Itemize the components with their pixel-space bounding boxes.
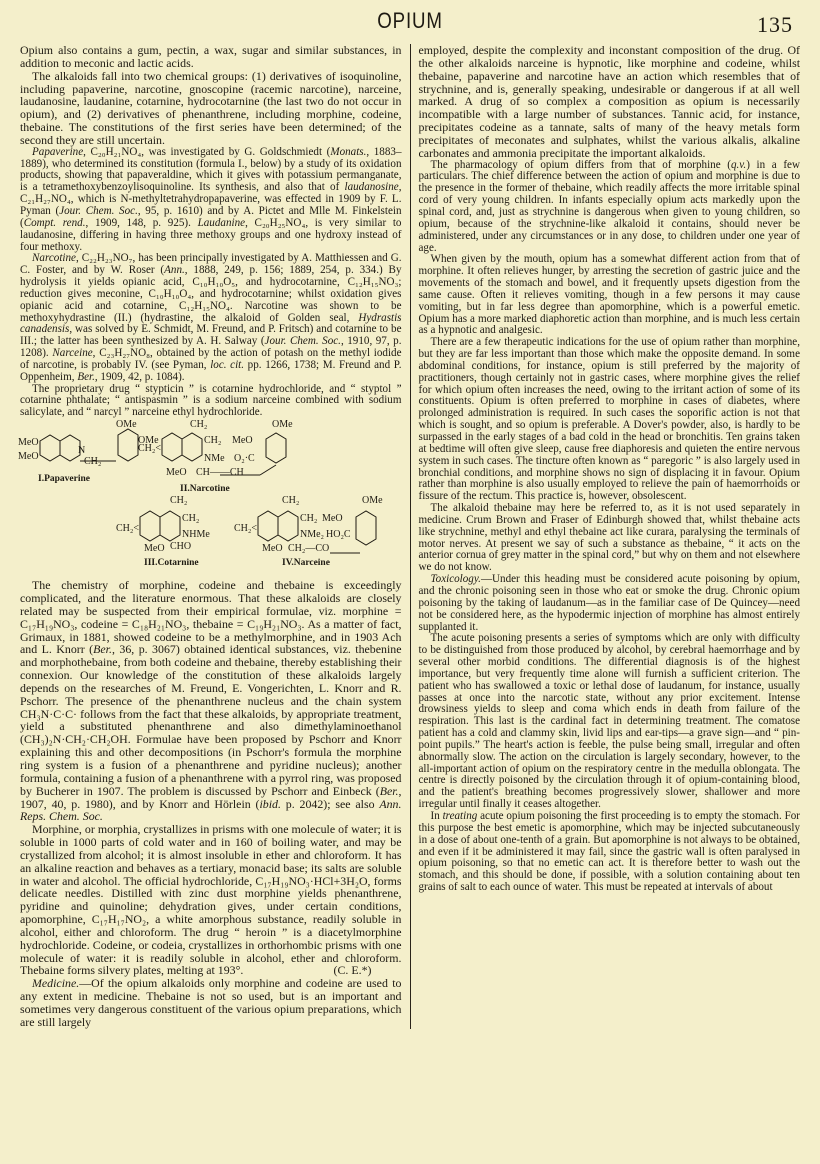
paragraph: employed, despite the complexity and inconstant composition of the drug. Of the other alkaloids narceine is hypnotic, like morphine and codeine, whilst thebaine, papaverine and narcotine have an action which resembles that of strychnine, and is, generally speaking, undesirable or dangerous if at all well marked. A drug of so complex a composition as opium is necessarily incompatible with a large number of substances. Tannic acid, for instance, precipitates codeine as a tannate, salts of many of the heavy metals form precipitates of meconates and sulphates, whilst the various alkalis, alkaline carbonates and ammonia precipitate the important alkaloids. xyxy=(418,43,800,160)
author-signature: (C. E.*) xyxy=(333,963,372,978)
two-column-body xyxy=(20,44,800,1029)
group-label: NMe₂ xyxy=(300,529,325,541)
paragraph-papaverine: Papaverine, C₂₀H₂₁NO₄, was investigated by G. Goldschmiedt (Monats., 1883–1889), who determined its constitution (formula I., below) by a study of its oxidation products, showing that papaveraldine, which it gives with potassium permanganate, is a tetramethoxybenzoylisoquinoline. Its synthesis, and also that of laudanosine, C₂₁H₂₇NO₄, which is N-methyltetrahydropapaverine, was effected in 1909 by F. L. Pyman (Jour. Chem. Soc., 95, p. 1610) and by A. Pictet and Mlle M. Finkelstein (Compt. rend., 1909, 148, p. 925). Laudanine, C₂₀H₂₅NO₄, is very similar to laudanosine, differing in having three methoxy groups and one hydroxy instead of four methoxy. xyxy=(20,145,402,253)
group-label: CH₂ xyxy=(170,495,188,507)
section-heading: Medicine. xyxy=(32,976,80,991)
paragraph-narcotine: Narcotine, C₂₂H₂₃NO₇, has been principally investigated by A. Matthiessen and G. C. Foster, and by W. Roser (Ann., 1888, 249, p. 156; 1889, 254, p. 334.) By hydrolysis it yields opianic acid, C₁₀H₁₀O₅, and hydrocotarnine, C₁₂H₁₅NO₃; reduction gives meconine, C₁₀H₁₀O₄, and hydrocotarnine; whilst oxidation gives opianic acid and cotarnine, C₁₂H₁₅NO₄. Narcotine was shown to be methoxyhydrastine (II.) (hydrastine, the alkaloid of Golden seal, Hydrastis canadensis, was solved by E. Schmidt, M. Freund, and P. Fritsch) and cotarnine to be III.; the latter has been synthesized by A. H. Salway (Jour. Chem. Soc., 1910, 97, p. 1208). Narceine, C₂₃H₂₇NO₈, obtained by the action of potash on the methyl iodide of narcotine, is probably IV. (see Pyman, loc. cit. pp. 1266, 1738; M. Freund and P. Oppenheim, Ber., 1909, 42, p. 1084). xyxy=(20,252,402,383)
term: Papaverine xyxy=(32,145,84,158)
group-label: CH₂—CO xyxy=(288,543,330,555)
structural-formulae-figure xyxy=(20,421,402,619)
running-head xyxy=(0,8,820,38)
molecule-label-narcotine: II.Narcotine xyxy=(180,484,230,495)
right-column xyxy=(410,44,801,1029)
group-label: OMe xyxy=(272,419,293,431)
paragraph-thebaine: The alkaloid thebaine may here be referred to, as it is not used separately in medicine. Crum Brown and Fraser of Edinburgh showed that, whilst thebaine acts like strychnine, methyl and ethyl thebaine act like curara, paralysing the terminals of motor nerves. At present we say of such a substance as thebaine, “ it acts on the anterior cornua of grey matter in the spinal cord,” but why on them and not elsewhere we do not know. xyxy=(418,502,800,574)
group-label: NHMe xyxy=(182,529,210,541)
group-label: CH₂ xyxy=(182,513,200,525)
paragraph-toxicology: Toxicology.—Under this heading must be considered acute poisoning by opium, and the chronic poisoning seen in those who eat or smoke the drug. Chronic opium poisoning by the taking of laudanum—as in the familiar case of De Quincey—need not be considered here, as the hypodermic injection of morphine has almost entirely supplanted it. xyxy=(418,573,800,633)
page-number: 135 xyxy=(757,12,793,37)
paragraph: There are a few therapeutic indications for the use of opium rather than morphine, but they are far less important than those which make the opposite demand. In some abdominal conditions, for instance, opium is still preferred by the majority of practitioners, though certainly not in gastric cases, where morphine gives the relief for which opium often increases the need, owing to the irritant action of some of its constituents. Opium is often preferred to morphine in cases of diabetes, where prolonged administration is required. In such cases the soporific action is not that which is sought, and so opium is preferable. A Dover's powder, also, is hardly to be surpassed in the early stages of a bad cold in the head or bronchitis. Ten grains taken at bedtime will often give sleep, cause free diaphoresis and quieten the entire nervous system in such cases. The tincture often known as “ paregoric ” is also largely used in bronchial conditions, and morphine shows no sign of displacing it in favour. Opium rather than morphine is also usually employed to relieve the pain of haemorrhoids or fissure of the rectum. This practice is, however, obsolescent. xyxy=(418,336,800,503)
group-label: CH₂ xyxy=(204,435,222,447)
term: Narcotine xyxy=(32,252,76,265)
group-label: OMe xyxy=(116,419,137,431)
group-label: N xyxy=(78,445,86,457)
group-label: OMe xyxy=(362,495,383,507)
group-label: NMe xyxy=(204,453,225,465)
group-label: CH₂< xyxy=(116,523,140,535)
section-heading: Toxicology. xyxy=(430,573,481,586)
group-label: MeO xyxy=(166,467,187,479)
group-label: MeO xyxy=(232,435,253,447)
group-label: CH₂ xyxy=(282,495,300,507)
paragraph-proprietary: The proprietary drug “ stypticin ” is cotarnine hydrochloride, and “ styptol ” cotarnine phthalate; “ antispasmin ” is a sodium narceine combined with sodium salicylate, and “ narcyl ” narceine ethyl hydrochloride. xyxy=(20,382,402,419)
paragraph: When given by the mouth, opium has a somewhat different action from that of morphine. It often relieves hunger, by arresting the secretion of gastric juice and the movements of the stomach and bowel, and it frequently upsets digestion from the same cause. Often it relieves vomiting, though in a few persons it may cause vomiting, but in far less degree than apomorphine, which is a powerful emetic. Opium has a more marked diaphoretic action than morphine, and is much less certain as a hypnotic and analgesic. xyxy=(418,253,800,337)
group-label: CH₂ xyxy=(190,419,208,431)
paragraph: The acute poisoning presents a series of symptoms which are only with difficulty to be distinguished from those produced by alcohol, by cerebral haemorrhage and by several other morbid conditions. The differential diagnosis is of the highest importance, but very frequently time alone will furnish a sufficient criterion. The patient who has swallowed a toxic or lethal dose of laudanum, for instance, usually passes at once into the narcotic state, without any prior excitement. Intense drowsiness yields to sleep and coma which ends in death from failure of the respiration. This last is the cardinal fact in determining treatment. The comatose patient has a cold and clammy skin, livid lips and ear-tips—a grave sign—and “ pin-point pupils.” The heart's action is feeble, the pulse being small, irregular and often abnormally slow. The action on the circulation is largely secondary, however, to the all-important action of opium on the respiratory centre in the medulla oblongata. The centre is directly poisoned by the circulation through it of opium-containing blood, and the patient's breathing becomes progressively slower, shallower and more irregular until finally it ceases altogether. xyxy=(418,632,800,811)
group-label: O₂·C xyxy=(234,453,255,465)
paragraph: The alkaloids fall into two chemical groups: (1) derivatives of isoquinoline, including papaverine, narcotine, gnoscopine (racemic narcotine), narceine, laudanosine, laudanine, cotarnine, hydrocotarnine (the last two do not occur in opium), and (2) derivatives of phenanthrene, including morphine, codeine, thebaine. The constitutions of the first series have been determined; of the second they are still uncertain. xyxy=(20,68,402,147)
group-label: MeO xyxy=(18,437,39,449)
molecule-label-narceine: IV.Narceine xyxy=(282,558,330,569)
group-label: CH₂ xyxy=(300,513,318,525)
paragraph-morphine: Morphine, or morphia, crystallizes in prisms with one molecule of water; it is soluble in 1000 parts of cold water and in 160 of boiling water, and may be crystallized from alcohol; it is almost insoluble in ether and chloroform. It has an alkaline reaction and behaves as a tertiary, monacid base; its salts are soluble in water and alcohol. The official hydrochloride, C₁₇H₁₉NO₃·HCl+3H₂O, forms delicate needles. Distilled with zinc dust morphine yields phenanthrene, pyridine and quinoline; dehydration gives, under certain conditions, apomorphine, C₁₇H₁₇NO₂, a white amorphous substance, readily soluble in alcohol, either and chloroform. The drug “ heroin ” is a diacetylmorphine hydrochloride. Codeine, or codeia, crystallizes in orthorhombic prisms with one molecule of water: it is readily soluble in alcohol, ether and chloroform. Thebaine forms silvery plates, melting at 193°. (C. E.*) xyxy=(20,822,402,978)
paragraph-medicine: Medicine.—Of the opium alkaloids only morphine and codeine are used to any extent in medicine. Thebaine is not so used, but is an important and sometimes very dangerous constituent of the various opium preparations, which are still largely xyxy=(20,976,402,1029)
group-label: CHO xyxy=(170,541,192,553)
paragraph: Opium also contains a gum, pectin, a wax, sugar and similar substances, in addition to meconic and lactic acids. xyxy=(20,43,402,70)
group-label: MeO xyxy=(322,513,343,525)
group-label: OMe xyxy=(138,435,159,447)
group-label: MeO xyxy=(144,543,165,555)
molecule-label-papaverine: I.Papaverine xyxy=(38,474,90,485)
molecule-label-cotarnine: III.Cotarnine xyxy=(144,558,199,569)
group-label: CH₂ xyxy=(84,456,102,468)
left-column xyxy=(20,44,410,1029)
group-label: MeO xyxy=(262,543,283,555)
paragraph-pharmacology: The pharmacology of opium differs from that of morphine (q.v.) in a few particulars. The chief difference between the action of opium and morphine is due to the presence in the former of thebaine, which readily affects the more irritable spinal cord of very young children. In infants especially opium acts markedly upon the spinal cord, and, just as strychnine is dangerous when given to young children, so opium, because of the strychnine-like alkaloid it contains, should never be administered, under any circumstances or in any dose, to children under one year of age. xyxy=(418,158,800,254)
group-label: CH₂< xyxy=(234,523,258,535)
paragraph-chemistry: The chemistry of morphine, codeine and thebaine is exceedingly complicated, and the literature enormous. That these alkaloids are closely related may be suspected from their empirical formulae, viz. morphine = C₁₇H₁₉NO₃, codeine = C₁₈H₂₁NO₃, thebaine = C₁₉H₂₁NO₃. As a matter of fact, Grimaux, in 1881, showed codeine to be a methylmorphine, and in 1903 Ach and L. Knorr (Ber., 36, p. 3067) obtained identical substances, viz. thebenine and morphothebaine, from both codeine and thebaine, thereby establishing their connexion. Our knowledge of the constitution of these alkaloids largely depends on the researches of M. Freund, E. Vongerichten, L. Knorr and R. Pschorr. The presence of the phenanthrene nucleus and the chain system CH₃N·C·C· follows from the fact that these alkaloids, by appropriate treatment, yield a substituted phenanthrene and also dimethylaminoethanol (CH₃)₂N·CH₂·CH₂OH. Formulae have been proposed by Pschorr and Knorr explaining this and other decompositions (in Pschorr's formula the morphine ring system is a fusion of a phenanthrene and pyridine nucleus); another formula, containing a fusion of a phenanthrene with a pyrrol ring, was proposed by Bucherer in 1907. The problem is discussed by Pschorr and Einbeck (Ber., 1907, 40, p. 1980), and by Knorr and Hörlein (ibid. p. 2042); see also Ann. Reps. Chem. Soc. xyxy=(20,578,402,824)
group-label: CH——CH xyxy=(196,467,244,479)
group-label: CH₂< xyxy=(138,443,162,455)
group-label: MeO xyxy=(18,451,39,463)
paragraph-treatment: In treating acute opium poisoning the first proceeding is to empty the stomach. For this purpose the best emetic is apomorphine, which may be injected subcutaneously in a dose of about one-tenth of a grain. But apomorphine is not always to be obtained, and even if it be administered it may fail, since the gastric wall is often paralysed in opium poisoning, so that no emetic can act. It is therefore better to wash out the stomach, and this should be done, if possible, with a solution containing about ten grains of salt to each ounce of water. This must be repeated at intervals of about xyxy=(418,810,801,894)
page-title: OPIUM xyxy=(377,8,443,33)
group-label: HO₂C xyxy=(326,529,351,541)
